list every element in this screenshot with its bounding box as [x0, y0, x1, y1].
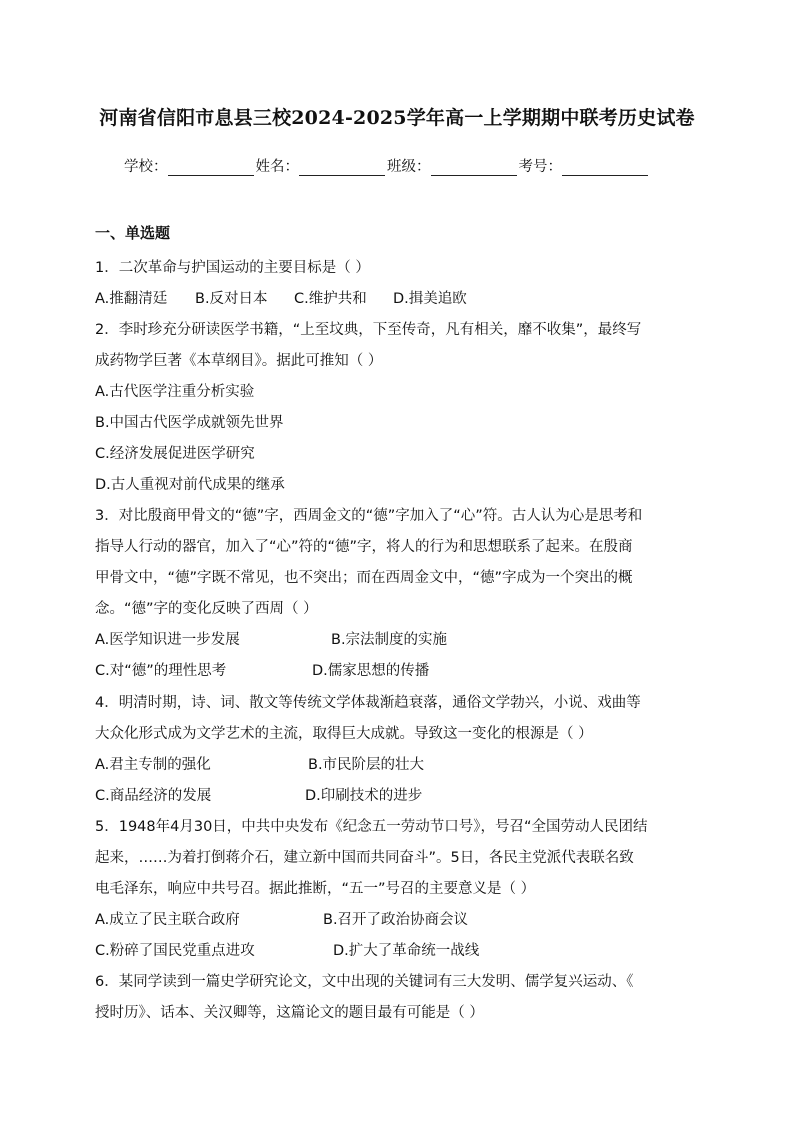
- question-5-line-2: 起来，……为着打倒蒋介石，建立新中国而共同奋斗”。5日，各民主党派代表联名致: [95, 850, 634, 866]
- school-blank[interactable]: [168, 161, 254, 176]
- question-3-option-a[interactable]: A.医学知识进一步发展: [95, 632, 240, 648]
- question-3-option-d[interactable]: D.儒家思想的传播: [312, 663, 430, 679]
- question-1-option-a[interactable]: A.推翻清廷: [95, 291, 168, 307]
- question-4-line-1: 4．明清时期，诗、词、散文等传统文学体裁渐趋衰落，通俗文学勃兴，小说、戏曲等: [95, 695, 641, 711]
- question-5-option-d[interactable]: D.扩大了革命统一战线: [333, 943, 480, 959]
- question-1-option-b[interactable]: B.反对日本: [195, 291, 268, 307]
- question-3-option-b[interactable]: B.宗法制度的实施: [331, 632, 448, 648]
- number-blank[interactable]: [562, 161, 648, 176]
- number-label: 考号：: [518, 159, 562, 175]
- question-4-option-b[interactable]: B.市民阶层的壮大: [308, 757, 425, 773]
- question-6-line-1: 6．某同学读到一篇史学研究论文，文中出现的关键词有三大发明、儒学复兴运动、《: [95, 974, 634, 990]
- question-2-option-c[interactable]: C.经济发展促进医学研究: [95, 446, 255, 462]
- question-5-option-b[interactable]: B.召开了政治协商会议: [323, 912, 469, 928]
- class-blank[interactable]: [431, 161, 517, 176]
- question-5-line-1: 5．1948年4月30日，中共中央发布《纪念五一劳动节口号》，号召“全国劳动人民团结: [95, 819, 648, 835]
- section-heading: 一、单选题: [95, 224, 171, 242]
- question-3-option-c[interactable]: C.对“德”的理性思考: [95, 663, 227, 679]
- question-2-line-1: 2．李时珍充分研读医学书籍，“上至坟典，下至传奇，凡有相关，靡不收集”，最终写: [95, 322, 642, 338]
- exam-title: 河南省信阳市息县三校2024-2025学年高一上学期期中联考历史试卷: [99, 107, 695, 129]
- question-3-line-4: 念。“德”字的变化反映了西周（ ）: [95, 601, 318, 617]
- class-label: 班级：: [387, 159, 431, 175]
- question-3-line-3: 甲骨文中，“德”字既不常见，也不突出；而在西周金文中，“德”字成为一个突出的概: [95, 570, 633, 586]
- question-5-option-a[interactable]: A.成立了民主联合政府: [95, 912, 240, 928]
- question-2-option-b[interactable]: B.中国古代医学成就领先世界: [95, 415, 284, 431]
- question-3-line-1: 3．对比殷商甲骨文的“德”字，西周金文的“德”字加入了“心”符。古人认为心是思考和: [95, 508, 643, 524]
- question-5-option-c[interactable]: C.粉碎了国民党重点进攻: [95, 943, 255, 959]
- school-label: 学校：: [124, 159, 168, 175]
- question-2-line-2: 成药物学巨著《本草纲目》。据此可推知（ ）: [95, 353, 383, 369]
- question-4-line-2: 大众化形式成为文学艺术的主流，取得巨大成就。导致这一变化的根源是（ ）: [95, 726, 593, 742]
- question-1-option-c[interactable]: C.维护共和: [294, 291, 367, 307]
- question-5-line-3: 电毛泽东，响应中共号召。据此推断，“五一”号召的主要意义是（ ）: [95, 881, 536, 897]
- student-info-row: [124, 155, 650, 176]
- question-3-line-2: 指导人行动的器官，加入了“心”符的“德”字，将人的行为和思想联系了起来。在殷商: [95, 539, 633, 555]
- question-2-option-a[interactable]: A.古代医学注重分析实验: [95, 384, 255, 400]
- name-label: 姓名：: [255, 159, 299, 175]
- question-4-option-d[interactable]: D.印刷技术的进步: [305, 788, 423, 804]
- question-4-option-a[interactable]: A.君主专制的强化: [95, 757, 211, 773]
- question-6-line-2: 授时历》、话本、关汉卿等，这篇论文的题目最有可能是（ ）: [95, 1005, 484, 1021]
- question-1-option-d[interactable]: D.揖美追欧: [393, 291, 467, 307]
- question-1-line-1: 1．二次革命与护国运动的主要目标是（ ）: [95, 260, 370, 276]
- name-blank[interactable]: [299, 161, 385, 176]
- question-2-option-d[interactable]: D.古人重视对前代成果的继承: [95, 477, 285, 493]
- question-4-option-c[interactable]: C.商品经济的发展: [95, 788, 212, 804]
